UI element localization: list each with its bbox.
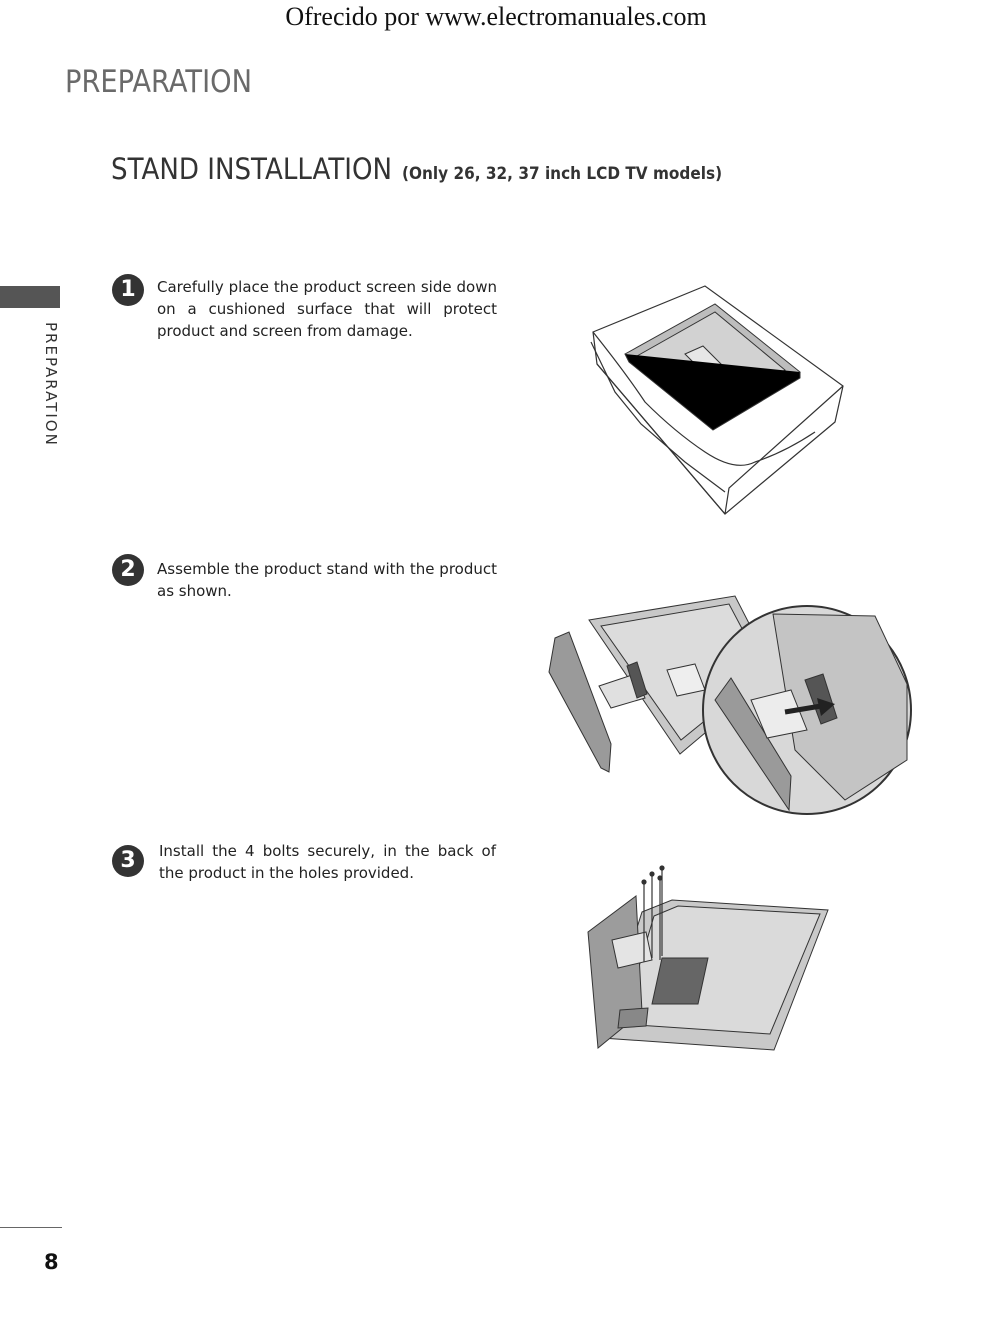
page-heading (111, 152, 722, 186)
heading-main: STAND INSTALLATION (111, 152, 393, 186)
tv-on-cushion-illustration (585, 282, 855, 518)
stand-assembly-illustration (545, 590, 915, 820)
bolt-installation-illustration (582, 862, 836, 1054)
heading-subtitle: (Only 26, 32, 37 inch LCD TV models) (402, 164, 723, 184)
side-tab-marker (0, 286, 60, 308)
step-2-text: Assemble the product stand with the product as shown. (157, 560, 497, 600)
step-1-number: 1 (112, 274, 144, 306)
section-title: PREPARATION (65, 64, 252, 100)
page-number: 8 (44, 1250, 59, 1274)
source-banner: Ofrecido por www.electromanuales.com (285, 2, 707, 31)
step-3-text: Install the 4 bolts securely, in the back of the product in the holes provided. (159, 842, 496, 882)
step-2-number: 2 (112, 554, 144, 586)
step-3-number: 3 (112, 845, 144, 877)
step-1-text: Carefully place the product screen side down on a cushioned surface that will protect product and screen from damage. (157, 278, 497, 340)
footer-rule (0, 1227, 62, 1228)
side-section-label: PREPARATION (42, 322, 60, 447)
